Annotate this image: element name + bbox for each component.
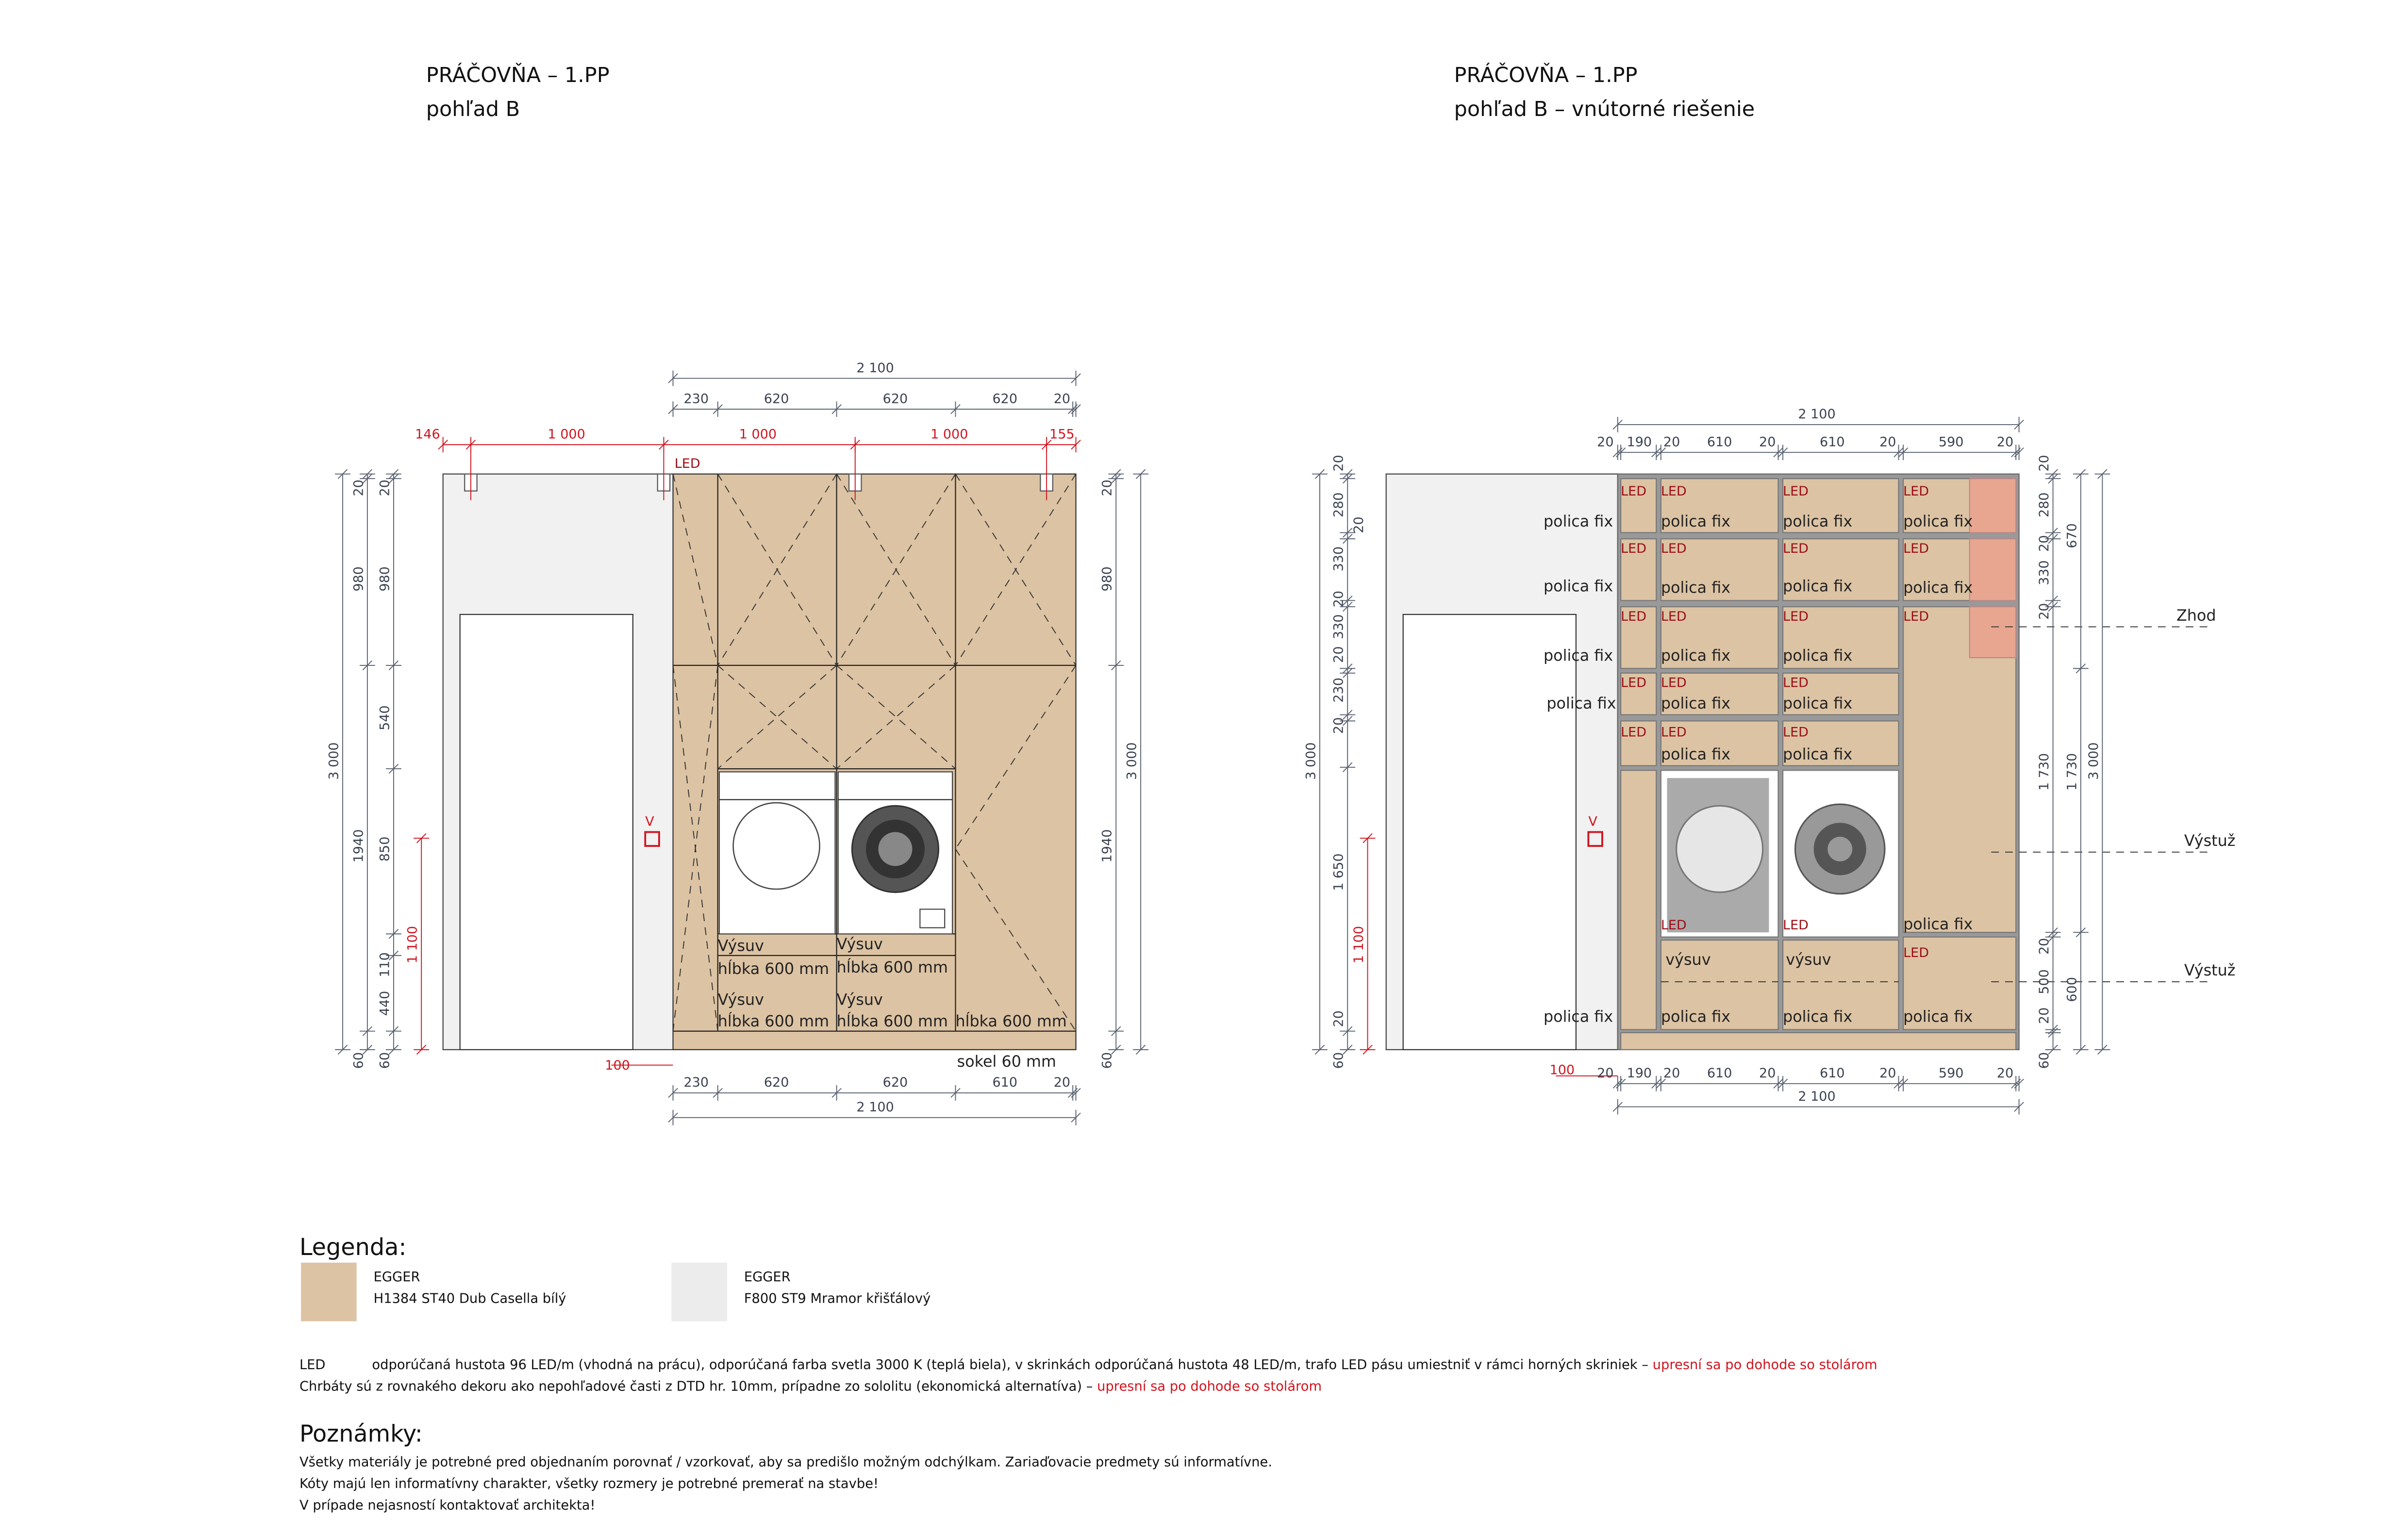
shelf-label: polica fix <box>1903 915 1973 933</box>
dryer-door <box>733 803 820 889</box>
shelf-label: polica fix <box>1903 512 1973 530</box>
dimension-label: 1940 <box>351 829 366 863</box>
material-brand: EGGER <box>373 1269 420 1285</box>
led-label: LED <box>1783 609 1809 624</box>
cabinet-note: hĺbka 600 mm <box>717 960 830 978</box>
material-name: H1384 ST40 Dub Casella bílý <box>373 1291 566 1306</box>
shelf-label: polica fix <box>1661 694 1731 713</box>
cabinet-note: sokel 60 mm <box>957 1052 1057 1071</box>
dimension-label: 20 <box>1879 434 1896 450</box>
shelf-label: polica fix <box>1783 646 1853 665</box>
dimension-label: 620 <box>764 1075 789 1090</box>
led-label: LED <box>1783 541 1809 556</box>
dimension-label: 610 <box>1820 1066 1845 1081</box>
material-brand: EGGER <box>744 1269 791 1285</box>
shelf-label: polica fix <box>1543 577 1613 595</box>
dimension-label: 1 000 <box>739 427 777 442</box>
dimension-label: 1 730 <box>2064 753 2080 791</box>
dimension-label: 20 <box>1879 1066 1896 1081</box>
shelf-label: polica fix <box>1661 745 1731 764</box>
dryer-drum <box>1677 806 1763 892</box>
callout-label: Výstuž <box>2184 832 2236 850</box>
led-label: LED <box>1621 609 1647 624</box>
dimension-label: 60 <box>1099 1052 1115 1069</box>
led-label: LED <box>1661 541 1687 556</box>
shelf-label: polica fix <box>1903 578 1973 597</box>
dimension-label: 20 <box>1331 717 1346 734</box>
dimension-label: 20 <box>377 479 393 496</box>
shelf-label: polica fix <box>1661 578 1731 597</box>
led-label: LED <box>1903 609 1929 624</box>
cabinet-note: hĺbka 600 mm <box>955 1012 1067 1031</box>
material-name: F800 ST9 Mramor křišťálový <box>744 1291 931 1306</box>
shelf-label: polica fix <box>1661 1007 1731 1026</box>
notes-heading: Poznámky: <box>299 1420 423 1448</box>
shelf-label: polica fix <box>1783 745 1853 764</box>
drawer-label: výsuv <box>1665 950 1711 969</box>
callout-label: Zhod <box>2176 606 2216 625</box>
dimension-label: 20 <box>1996 1066 2014 1081</box>
cabinet-note: Výsuv <box>717 937 764 955</box>
led-label: LED <box>1783 917 1809 933</box>
led-label: LED <box>674 456 700 471</box>
cabinet-note: Výsuv <box>717 991 764 1009</box>
washer-drum-center <box>1827 837 1852 861</box>
view-title: PRÁČOVŇA – 1.PP <box>1454 63 1638 87</box>
plinth <box>1621 1033 2016 1050</box>
dimension-label: 1 730 <box>2037 753 2052 791</box>
cabinet-note: hĺbka 600 mm <box>717 1012 830 1031</box>
dimension-label: 1 100 <box>405 925 420 964</box>
back-note-text: Chrbáty sú z rovnakého dekoru ako nepohľadové časti z DTD hr. 10mm, prípadne zo sololitu (ekonomická alternatíva) – <box>299 1379 1093 1394</box>
shelf-label: polica fix <box>1783 694 1853 713</box>
dimension-label: 20 <box>1597 1066 1614 1081</box>
view-subtitle: pohľad B <box>426 97 520 121</box>
dimension-label: 330 <box>1331 614 1346 640</box>
dimension-label: 610 <box>1820 434 1845 450</box>
dimension-label: 330 <box>1331 546 1346 572</box>
washer-drum-center <box>878 832 912 866</box>
exhaust-duct <box>1970 539 2016 600</box>
dimension-label: 980 <box>377 566 393 592</box>
dimension-label: 146 <box>415 427 440 442</box>
shelf-label: polica fix <box>1543 646 1613 665</box>
led-label: LED <box>1661 675 1687 691</box>
dimension-label: 20 <box>1663 1066 1680 1081</box>
led-note-text: odporúčaná hustota 96 LED/m (vhodná na prácu), odporúčaná farba svetla 3000 K (teplá biela), v skrinkách odporúčaná hustota 48 LED/m, trafo LED pásu umiestniť v rámci horných skriniek – <box>372 1357 1648 1373</box>
dimension-label: 20 <box>1053 391 1071 407</box>
dimension-label: 1 650 <box>1331 853 1346 891</box>
dimension-label: 2 100 <box>1798 1089 1836 1104</box>
dimension-label: 20 <box>1996 434 2014 450</box>
note-line: V prípade nejasností kontaktovať architekta! <box>299 1498 596 1513</box>
shelf-label: polica fix <box>1783 1007 1853 1026</box>
dimension-label: 850 <box>377 836 393 862</box>
dimension-label: 620 <box>882 391 908 407</box>
material-swatch <box>301 1263 356 1321</box>
dimension-label: 3 000 <box>1303 742 1319 780</box>
dimension-label: 1 100 <box>1351 925 1367 964</box>
dimension-label: 980 <box>351 566 366 592</box>
led-label: LED <box>1783 484 1809 499</box>
dimension-label: 20 <box>1759 1066 1776 1081</box>
dimension-label: 60 <box>1331 1052 1346 1069</box>
dimension-label: 100 <box>605 1058 630 1074</box>
shelf-label: polica fix <box>1661 646 1731 665</box>
dimension-label: 610 <box>1707 434 1732 450</box>
dimension-label: 610 <box>1707 1066 1732 1081</box>
dimension-label: 60 <box>377 1052 393 1069</box>
dimension-label: 20 <box>2037 603 2052 620</box>
dimension-label: 20 <box>351 479 366 496</box>
dimension-label: 100 <box>1549 1062 1575 1078</box>
note-line: Kóty majú len informatívny charakter, všetky rozmery je potrebné premerať na stavbe! <box>299 1476 879 1492</box>
dimension-label: 20 <box>1663 434 1680 450</box>
legend-heading: Legenda: <box>299 1234 407 1261</box>
material-swatch <box>671 1263 727 1321</box>
dimension-label: 3 000 <box>326 742 342 780</box>
dimension-label: 500 <box>2037 969 2052 994</box>
callout-label: Výstuž <box>2184 961 2236 980</box>
led-label: LED <box>1621 484 1647 499</box>
led-label: LED <box>1783 675 1809 691</box>
cabinet-note: hĺbka 600 mm <box>836 958 948 976</box>
led-note <box>372 1357 1877 1372</box>
note-line: Všetky materiály je potrebné pred objednaním porovnať / vzorkovať, aby sa predišlo možným odchýlkam. Zariaďovacie predmety sú informatívne. <box>299 1454 1273 1470</box>
led-label: LED <box>1661 609 1687 624</box>
led-label: LED <box>1621 725 1647 740</box>
led-label: LED <box>1661 725 1687 740</box>
dimension-label: 20 <box>1351 516 1367 533</box>
cabinet-note: Výsuv <box>836 991 883 1009</box>
dimension-label: 330 <box>2037 560 2052 586</box>
view-title: PRÁČOVŇA – 1.PP <box>426 63 610 87</box>
dimension-label: 2 100 <box>856 360 894 376</box>
dimension-label: 670 <box>2064 523 2080 548</box>
dimension-label: 230 <box>683 1075 709 1090</box>
dimension-label: 20 <box>2037 535 2052 552</box>
dimension-label: 610 <box>992 1075 1018 1090</box>
dimension-label: 230 <box>1331 677 1346 703</box>
cabinet-note: Výsuv <box>836 935 883 954</box>
door <box>1403 614 1576 1050</box>
dimension-label: 980 <box>1099 566 1115 592</box>
washer-detergent-drawer <box>920 909 945 927</box>
dimension-label: 620 <box>882 1075 908 1090</box>
dimension-label: 20 <box>1099 479 1115 496</box>
dimension-label: 540 <box>377 705 393 730</box>
dimension-label: 1 000 <box>548 427 585 442</box>
dimension-label: 590 <box>1938 434 1964 450</box>
shelf-label: polica fix <box>1783 512 1853 530</box>
led-note-key: LED <box>299 1357 326 1373</box>
dimension-label: 20 <box>1331 455 1346 472</box>
dimension-label: 1940 <box>1099 829 1115 863</box>
dimension-label: 20 <box>2037 938 2052 955</box>
led-label: LED <box>1661 917 1687 933</box>
shelf-label: polica fix <box>1783 577 1853 595</box>
dimension-label: 20 <box>1759 434 1776 450</box>
dimension-label: 590 <box>1938 1066 1964 1081</box>
dimension-label: 620 <box>764 391 789 407</box>
dimension-label: 60 <box>2037 1052 2052 1069</box>
shelf-label: polica fix <box>1543 512 1613 530</box>
narrow-compartment <box>1621 770 1656 1029</box>
exhaust-duct <box>1970 607 2016 658</box>
shelf-label: polica fix <box>1661 512 1731 530</box>
back-note-remark: upresní sa po dohode so stolárom <box>1097 1379 1322 1394</box>
dimension-label: 20 <box>1331 646 1346 663</box>
dimension-label: 2 100 <box>1798 407 1836 422</box>
dimension-label: 20 <box>1331 591 1346 608</box>
dimension-label: 2 100 <box>856 1100 894 1115</box>
dimension-label: 155 <box>1049 427 1075 442</box>
dimension-label: 20 <box>1331 1010 1346 1027</box>
back-note <box>299 1379 1322 1394</box>
cabinet-note: hĺbka 600 mm <box>836 1012 948 1031</box>
dimension-label: 280 <box>2037 492 2052 518</box>
dimension-label: 440 <box>377 991 393 1016</box>
drawer-label: výsuv <box>1786 950 1831 969</box>
led-label: LED <box>1621 675 1647 691</box>
view-subtitle: pohľad B – vnútorné riešenie <box>1454 97 1755 121</box>
dimension-label: 20 <box>2037 455 2052 472</box>
led-label: LED <box>1903 541 1929 556</box>
dimension-label: 1 000 <box>930 427 968 442</box>
dimension-label: 3 000 <box>1124 742 1140 780</box>
led-label: LED <box>1903 945 1929 961</box>
door <box>460 614 633 1050</box>
exhaust-duct <box>1970 479 2016 532</box>
dimension-label: 60 <box>351 1052 366 1069</box>
shelf-label: polica fix <box>1546 694 1616 713</box>
dimension-label: 620 <box>992 391 1018 407</box>
socket-label: V <box>645 814 654 829</box>
dimension-label: 3 000 <box>2086 742 2101 780</box>
shelf-label: polica fix <box>1903 1007 1973 1026</box>
dimension-label: 600 <box>2064 977 2080 1002</box>
dimension-label: 110 <box>377 952 393 977</box>
dimension-label: 280 <box>1331 492 1346 518</box>
socket-label: V <box>1588 814 1597 829</box>
dimension-label: 20 <box>1597 434 1614 450</box>
dimension-label: 20 <box>1053 1075 1071 1090</box>
led-label: LED <box>1621 541 1647 556</box>
led-note-remark: upresní sa po dohode so stolárom <box>1652 1357 1877 1373</box>
dimension-label: 190 <box>1627 434 1652 450</box>
led-label: LED <box>1903 484 1929 499</box>
dimension-label: 230 <box>683 391 709 407</box>
led-label: LED <box>1783 725 1809 740</box>
dimension-label: 20 <box>2037 1007 2052 1024</box>
led-label: LED <box>1661 484 1687 499</box>
shelf-label: polica fix <box>1543 1007 1613 1026</box>
dimension-label: 190 <box>1627 1066 1652 1081</box>
